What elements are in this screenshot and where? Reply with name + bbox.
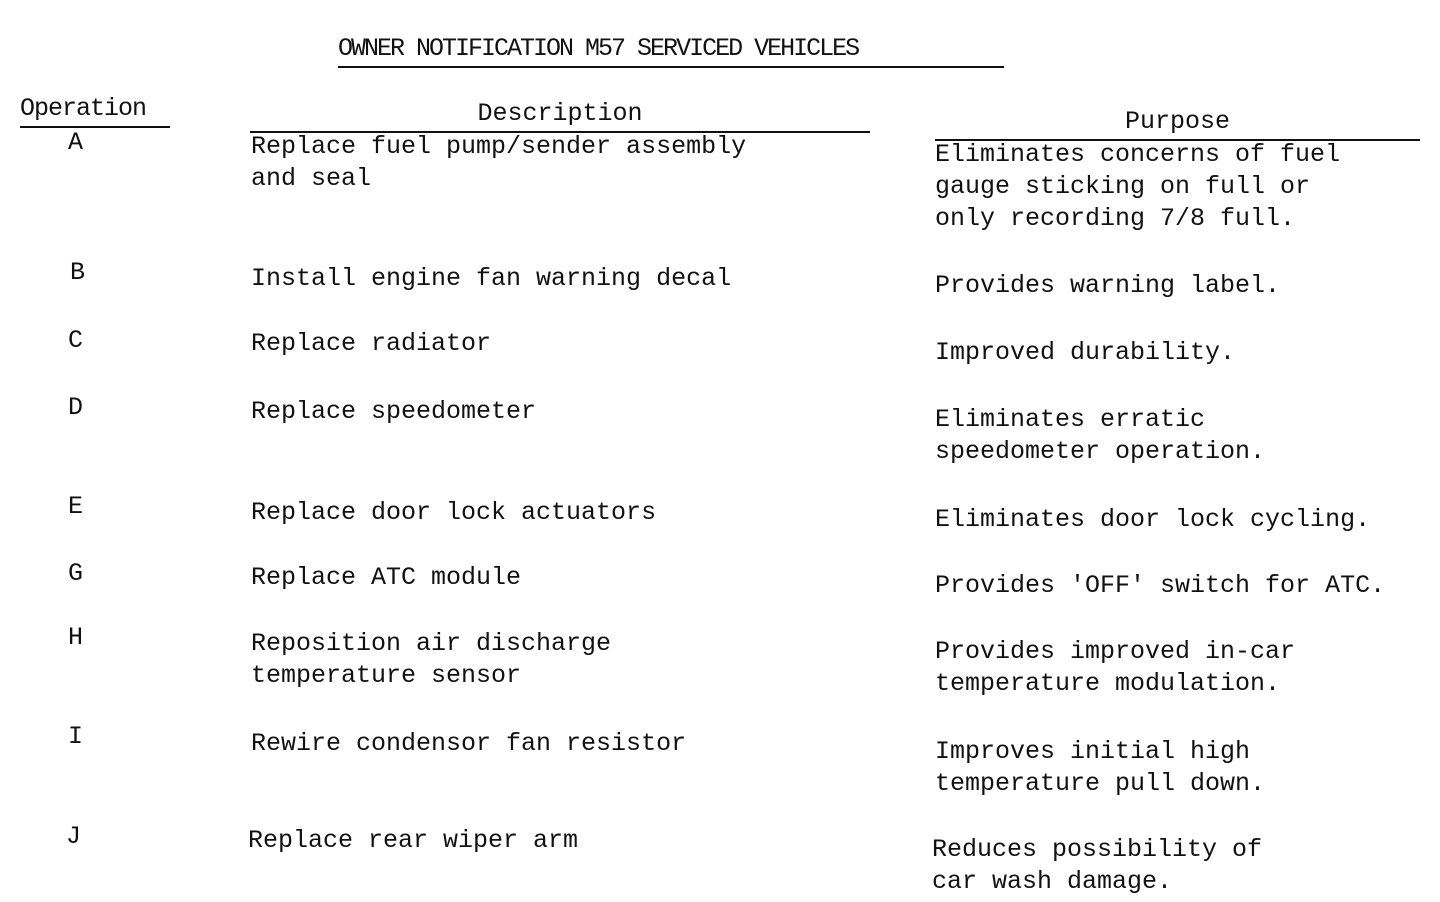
row-e-description (251, 497, 891, 529)
row-c-description (251, 328, 891, 360)
row-a-purpose (935, 139, 1435, 235)
row-i-purpose (935, 736, 1435, 800)
row-i-description-line-1: Rewire condensor fan resistor (251, 729, 687, 758)
row-h-description-line-2: temperature sensor (251, 661, 522, 690)
row-a-purpose-line-2: gauge sticking on full or (935, 172, 1311, 201)
row-d-description (251, 396, 891, 428)
row-j-operation: J (66, 822, 82, 851)
row-i-description (251, 728, 891, 760)
column-header-description: Description (250, 99, 870, 133)
row-d-purpose-line-2: speedometer operation. (935, 437, 1266, 466)
row-b-description (251, 263, 891, 295)
row-h-description-line-1: Reposition air discharge (251, 629, 612, 658)
row-g-purpose (935, 570, 1435, 602)
row-d-purpose (935, 404, 1435, 468)
row-j-purpose-line-2: car wash damage. (932, 867, 1173, 896)
row-a-purpose-line-3: only recording 7/8 full. (935, 204, 1296, 233)
row-h-purpose-line-2: temperature modulation. (935, 669, 1281, 698)
row-g-purpose-line-1: Provides 'OFF' switch for ATC. (935, 571, 1386, 600)
row-a-description (251, 131, 891, 195)
row-d-description-line-1: Replace speedometer (251, 397, 537, 426)
row-e-purpose (935, 504, 1435, 536)
row-j-description-line-1: Replace rear wiper arm (248, 826, 579, 855)
row-a-description-line-2: and seal (251, 164, 372, 193)
row-a-purpose-line-1: Eliminates concerns of fuel (935, 140, 1341, 169)
row-i-purpose-line-2: temperature pull down. (935, 769, 1266, 798)
document-title: OWNER NOTIFICATION M57 SERVICED VEHICLES (338, 34, 1004, 68)
row-h-purpose-line-1: Provides improved in-car (935, 637, 1296, 666)
column-header-operation: Operation (20, 94, 170, 128)
row-g-description-line-1: Replace ATC module (251, 563, 522, 592)
row-d-operation: D (68, 393, 84, 422)
row-c-purpose (935, 337, 1435, 369)
row-i-purpose-line-1: Improves initial high (935, 737, 1251, 766)
row-d-purpose-line-1: Eliminates erratic (935, 405, 1206, 434)
row-b-operation: B (70, 258, 86, 287)
row-e-purpose-line-1: Eliminates door lock cycling. (935, 505, 1371, 534)
row-b-description-line-1: Install engine fan warning decal (251, 264, 732, 293)
row-j-purpose-line-1: Reduces possibility of (932, 835, 1263, 864)
row-b-purpose-line-1: Provides warning label. (935, 271, 1281, 300)
column-header-purpose: Purpose (935, 107, 1420, 141)
row-h-purpose (935, 636, 1435, 700)
row-g-operation: G (68, 559, 84, 588)
row-i-operation: I (68, 722, 84, 751)
row-c-description-line-1: Replace radiator (251, 329, 492, 358)
row-a-description-line-1: Replace fuel pump/sender assembly (251, 132, 747, 161)
row-e-description-line-1: Replace door lock actuators (251, 498, 657, 527)
row-c-operation: C (68, 326, 84, 355)
row-c-purpose-line-1: Improved durability. (935, 338, 1236, 367)
row-h-description (251, 628, 891, 692)
row-b-purpose (935, 270, 1435, 302)
row-j-description (248, 825, 888, 857)
row-a-operation: A (68, 128, 84, 157)
row-e-operation: E (68, 492, 84, 521)
row-g-description (251, 562, 891, 594)
row-h-operation: H (68, 623, 84, 652)
row-j-purpose (932, 834, 1432, 898)
